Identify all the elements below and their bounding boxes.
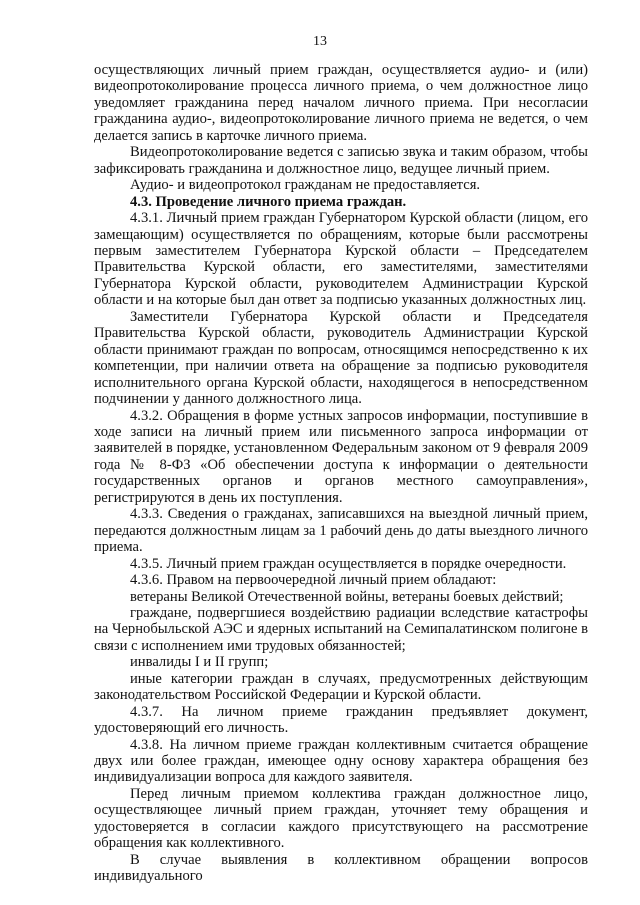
paragraph-collective-reception: Перед личным приемом коллектива граждан должностное лицо, осуществляющее личный прием граждан, уточняет тему обращения и удостоверяется в согласии каждого присутствующего на рассмотрение обращения как коллективного. — [94, 785, 588, 852]
page-number: 13 — [313, 34, 327, 49]
paragraph-4-3-1: 4.3.1. Личный прием граждан Губернатором Курской области (лицом, его замещающим) осуществляется по обращениям, которые были рассмотрены первым заместителем Губернатора Курской области – Председателем Правительства Курской области, его заместителями, заместителями Губернатора Курской области, руководителем Администрации Курской области и на которые был дан ответ за подписью указанных должностных лиц. — [94, 210, 588, 309]
paragraph-video-recording: Видеопротоколирование ведется с записью звука и таким образом, чтобы зафиксировать гражданина и должностное лицо, ведущее личный прием. — [94, 144, 588, 177]
paragraph-protocol-not-provided: Аудио- и видеопротокол гражданам не предоставляется. — [130, 177, 481, 194]
section-heading-4-3: 4.3. Проведение личного приема граждан. — [130, 193, 407, 210]
list-item-radiation: граждане, подвергшиеся воздействию радиации вследствие катастрофы на Чернобыльской АЭС и ядерных испытаний на Семипалатинском полигоне в связи с исполнением ими трудовых обязанностей; — [94, 604, 588, 654]
list-item-veterans: ветераны Великой Отечественной войны, ветераны боевых действий; — [130, 588, 564, 605]
paragraph-4-3-6: 4.3.6. Правом на первоочередной личный прием обладают: — [130, 572, 497, 589]
list-item-other-categories: иные категории граждан в случаях, предусмотренных действующим законодательством Российской Федерации и Курской области. — [94, 670, 588, 704]
paragraph-4-3-5: 4.3.5. Личный прием граждан осуществляется в порядке очередности. — [130, 555, 567, 572]
paragraph-4-3-3: 4.3.3. Сведения о гражданах, записавшихся на выездной личный прием, передаются должностным лицам за 1 рабочий день до даты выездного личного приема. — [94, 506, 588, 556]
paragraph-individual-questions: В случае выявления в коллективном обращении вопросов индивидуального — [94, 851, 588, 885]
paragraph-protocol-continuation: осуществляющих личный прием граждан, осуществляется аудио- и (или) видеопротоколирование процесса личного приема, о чем должностное лицо уведомляет гражданина перед началом личного приема. При несогласии гражданина аудио-, видеопротоколирование личного приема не ведется, о чем делается запись в карточке личного приема. — [94, 62, 588, 144]
list-item-disabled: инвалиды I и II групп; — [130, 654, 269, 671]
paragraph-4-3-8: 4.3.8. На личном приеме граждан коллективным считается обращение двух или более граждан, имеющее одну основу характера обращения без индивидуализации вопроса для каждого заявителя. — [94, 736, 588, 786]
paragraph-4-3-2: 4.3.2. Обращения в форме устных запросов информации, поступившие в ходе записи на личный прием или письменного запроса информации от заявителей в порядке, установленном Федеральным законом от 9 февраля 2009 года № 8-ФЗ «Об обеспечении доступа к информации о деятельности государственных органов и органов местного самоуправления», регистрируются в день их поступления. — [94, 407, 588, 506]
paragraph-deputies: Заместители Губернатора Курской области и Председателя Правительства Курской области, руководитель Администрации Курской области принимают граждан по вопросам, относящимся непосредственно к их компетенции, при наличии ответа на обращение за подписью руководителя исполнительного органа Курской области, находящегося в непосредственном подчинении у данного должностного лица. — [94, 308, 588, 408]
paragraph-4-3-7: 4.3.7. На личном приеме гражданин предъявляет документ, удостоверяющий его личность. — [94, 703, 588, 737]
document-body — [94, 62, 588, 885]
